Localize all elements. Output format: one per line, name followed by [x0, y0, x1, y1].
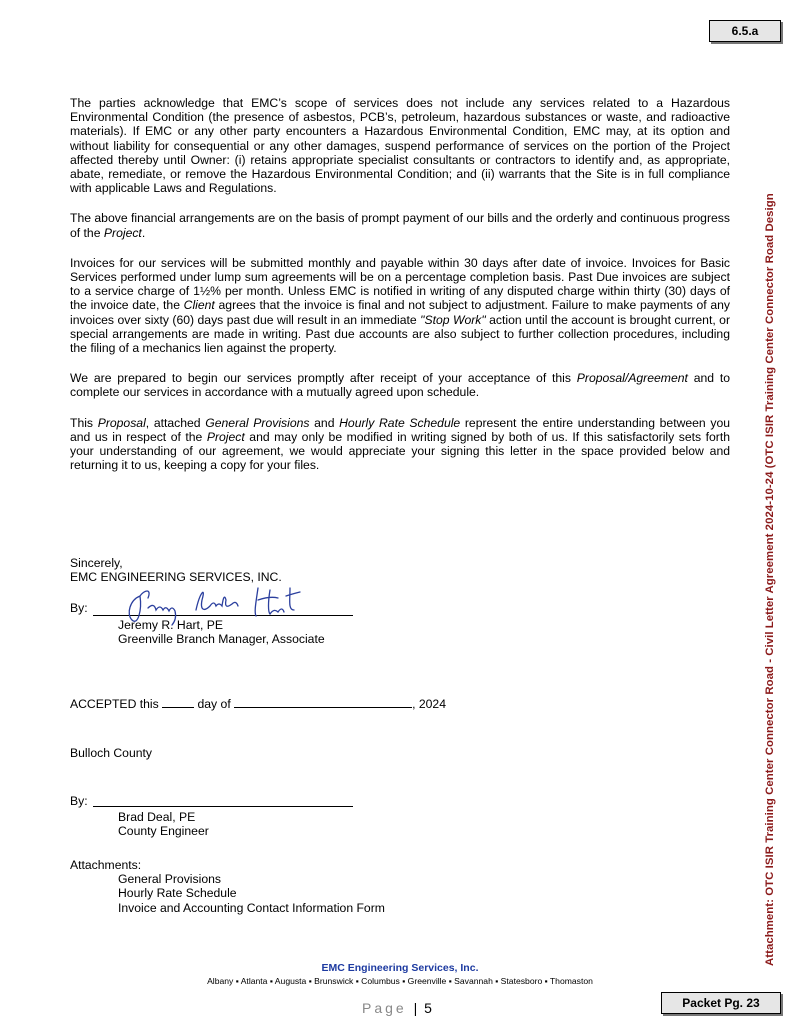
attachments-label: Attachments:	[70, 858, 142, 872]
county-name: Bulloch County	[70, 746, 152, 760]
hazardous-paragraph: The parties acknowledge that EMC’s scope of services does not include any services related to a Hazardous Environmental Condition (the presence of asbestos, PCB’s, petroleum, hazardous substances or waste, and radioactive materials). If EMC or any other party encounters a Hazardous Environmental Condition, EMC may, at its option and without liability for consequential or any other damages, suspend performance of services on the portion of the Project affected thereby until Owner: (i) retains appropriate specialist consultants or contractors to identify and, as appropriate, abate, remediate, or remove the Hazardous Environmental Condition; and (ii) warrants that the Site is in full compliance with applicable Laws and Regulations.	[70, 96, 730, 196]
county-signer-block	[70, 810, 209, 838]
emc-signer-block	[70, 618, 325, 646]
footer-company: EMC Engineering Services, Inc.	[321, 962, 479, 974]
agenda-item-tag: 6.5.a	[709, 20, 781, 42]
attachment-item: General Provisions	[118, 872, 221, 887]
invoice-paragraph: Invoices for our services will be submitted monthly and payable within 30 days after date of invoice. Invoices for Basic Services performed under lump sum agreements will be on a percentage completion basis. Past Due invoices are subject to a service charge of 1½% per month. Unless EMC is notified in writing of any disputed charge within thirty (30) days of the invoice date, the Client agrees that the invoice is final and not subject to adjustment. Failure to make payments of any invoices over sixty (60) days past due will result in an immediate "Stop Work" action until the account is brought current, or special arrangements are made in writing. Past due accounts are also subject to further collection procedures, including the filing of a mechanics lien against the property.	[70, 255, 730, 356]
agreement-paragraph: This Proposal, attached General Provisions and Hourly Rate Schedule represent the entire understanding between you and us in respect of the Project and may only be modified in writing signed by both of us. If this satisfactorily sets forth your understanding of our agreement, we would appreciate your signing this letter in the space provided below and returning it to us, keeping a copy for your files.	[70, 415, 731, 473]
sincerely-text: Sincerely,	[70, 556, 123, 570]
emc-signer-name: Jeremy R. Hart, PE	[118, 618, 223, 632]
county-signer-name: Brad Deal, PE	[118, 810, 196, 824]
accepted-prefix: ACCEPTED this	[70, 697, 159, 711]
month-blank[interactable]	[234, 707, 412, 708]
attachments-block	[70, 858, 385, 915]
emc-signer-title: Greenville Branch Manager, Associate	[118, 632, 325, 647]
company-name: EMC ENGINEERING SERVICES, INC.	[70, 570, 282, 585]
financial-paragraph: The above financial arrangements are on the basis of prompt payment of our bills and the orderly and continuous progress of the Project.	[70, 211, 730, 240]
day-blank[interactable]	[162, 707, 194, 708]
page-number: Page | 5	[362, 1000, 432, 1016]
emc-by-label: By:	[70, 601, 88, 615]
footer-cities: Albany ▪ Atlanta ▪ Augusta ▪ Brunswick ▪ Columbus ▪ Greenville ▪ Savannah ▪ Statesboro ▪ Thomaston	[207, 976, 593, 986]
day-of-label: day of	[197, 697, 231, 711]
county-signature-line[interactable]	[93, 806, 353, 807]
attachment-side-note: Attachment: OTC ISIR Training Center Connector Road - Civil Letter Agreement 2024-10-24 (OTC ISIR Training Center Connector Road Design	[764, 193, 776, 966]
attachment-item: Hourly Rate Schedule	[118, 886, 237, 901]
county-by-label: By:	[70, 794, 88, 808]
acceptance-line	[70, 697, 446, 711]
packet-page-tag: Packet Pg. 23	[661, 992, 781, 1014]
schedule-paragraph: We are prepared to begin our services promptly after receipt of your acceptance of this Proposal/Agreement and to complete our services in accordance with a mutually agreed upon schedule.	[70, 371, 730, 400]
attachment-item: Invoice and Accounting Contact Information Form	[118, 900, 385, 915]
county-signer-title: County Engineer	[118, 824, 209, 839]
acceptance-year: , 2024	[412, 697, 446, 711]
letter-body	[70, 96, 730, 488]
